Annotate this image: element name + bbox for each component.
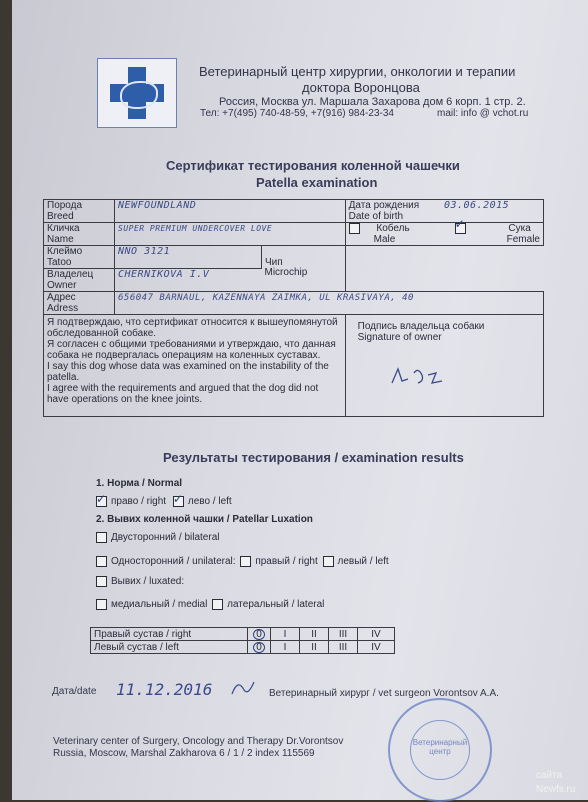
tattoo-value: NNO 3121: [115, 246, 262, 269]
name-label: Кличка Name: [44, 223, 115, 246]
dob-cell: Дата рождения 03.06.2015 Date of birth: [345, 200, 543, 223]
adress-label: Адрес Adress: [44, 292, 115, 315]
lateral-checkbox[interactable]: [212, 599, 223, 610]
dog-info-table: [43, 199, 544, 417]
owner-signature: [388, 361, 458, 391]
owner-value: CHERNIKOVA I.V Microchip: [115, 269, 346, 292]
owner-signature-cell: Подпись владельца собаки Signature of owner: [345, 315, 543, 417]
luxated-checkbox[interactable]: [96, 576, 107, 587]
dob-value: 03.06.2015: [443, 200, 510, 211]
clinic-name-line2: доктора Воронцова: [302, 80, 420, 95]
date-value: 11.12.2016: [116, 680, 213, 699]
direction-options: медиальный / medial латеральный / lateral: [96, 599, 324, 610]
medial-checkbox[interactable]: [96, 599, 107, 610]
bilateral-checkbox[interactable]: [96, 532, 107, 543]
unilateral-option: Односторонний / unilateral: правый / right левый / left: [96, 556, 389, 567]
male-option: Кобель Male: [345, 223, 452, 246]
normal-options: ✓право / right ✓ лево / left: [96, 496, 232, 507]
vet-signature: [230, 676, 260, 698]
luxated-option: Вывих / luxated:: [96, 576, 184, 587]
date-label: Дата/date: [52, 686, 97, 697]
clinic-email: mail: info @ vchot.ru: [437, 108, 529, 119]
clinic-stamp: Ветеринарный центр: [388, 698, 492, 802]
grade-table: [90, 627, 395, 654]
certificate-title-ru: Сертификат тестирования коленной чашечки: [166, 158, 460, 173]
grade-row-left: Левый сустав / left 0 I II III IV: [91, 641, 395, 654]
chip-label: Чип: [262, 246, 346, 269]
footer-en-line1: Veterinary center of Surgery, Oncology and Therapy Dr.Vorontsov: [53, 736, 344, 747]
clinic-address: Россия, Москва ул. Маршала Захарова дом 6 корп. 1 стр. 2.: [219, 96, 526, 108]
female-option: ✓ Сука Female: [452, 223, 544, 246]
bilateral-option: Двусторонний / bilateral: [96, 532, 219, 543]
watermark-line1: сайта: [536, 770, 563, 781]
unilateral-right-checkbox[interactable]: [240, 556, 251, 567]
normal-right-checkbox[interactable]: [96, 496, 107, 507]
footer-en-line2: Russia, Moscow, Marshal Zakharova 6 / 1 / 2 index 115569: [53, 748, 315, 759]
breed-value: NEWFOUNDLAND: [115, 200, 346, 223]
unilateral-checkbox[interactable]: [96, 556, 107, 567]
results-title: Результаты тестирования / examination results: [163, 450, 464, 465]
female-checkbox[interactable]: [455, 223, 466, 234]
owner-declaration: Я подтверждаю, что сертификат относится к вышеупомянутой обследованной собаке. Я согласен с общими требованиями и утверждаю, что данная собака не подвергалась операциям на коленных суставах. I say this dog whose data was examined on the instability of the patella. I agree with the requirements and argued that the dog did not have operations on the knee joints.: [44, 315, 346, 417]
adress-value: 656047 BARNAUL, KAZENNAYA ZAIMKA, UL KRASIVAYA, 40: [115, 292, 544, 315]
dog-silhouette-icon: [120, 81, 158, 109]
tattoo-label: Клеймо Tatoo: [44, 246, 115, 269]
clinic-phone: Тел: +7(495) 740-48-59, +7(916) 984-23-34: [200, 108, 394, 119]
certificate-title-en: Patella examination: [256, 175, 378, 190]
unilateral-left-checkbox[interactable]: [323, 556, 334, 567]
watermark-line2: Newfs.ru: [536, 784, 576, 795]
vet-surgeon: Ветеринарный хирург / vet surgeon Vorontsov A.A.: [269, 688, 499, 699]
clinic-name-line1: Ветеринарный центр хирургии, онкологии и терапии: [199, 64, 516, 79]
normal-heading: 1. Норма / Normal: [96, 478, 183, 489]
luxation-heading: 2. Вывих коленной чашки / Patellar Luxation: [96, 514, 313, 525]
grade-row-right: Правый сустав / right 0 I II III IV: [91, 628, 395, 641]
normal-left-checkbox[interactable]: [173, 496, 184, 507]
male-checkbox[interactable]: [349, 223, 360, 234]
owner-label: Владелец Owner: [44, 269, 115, 292]
name-value: SUPER PREMIUM UNDERCOVER LOVE: [115, 223, 346, 246]
clinic-logo: [97, 58, 177, 128]
breed-label: Порода Breed: [44, 200, 115, 223]
